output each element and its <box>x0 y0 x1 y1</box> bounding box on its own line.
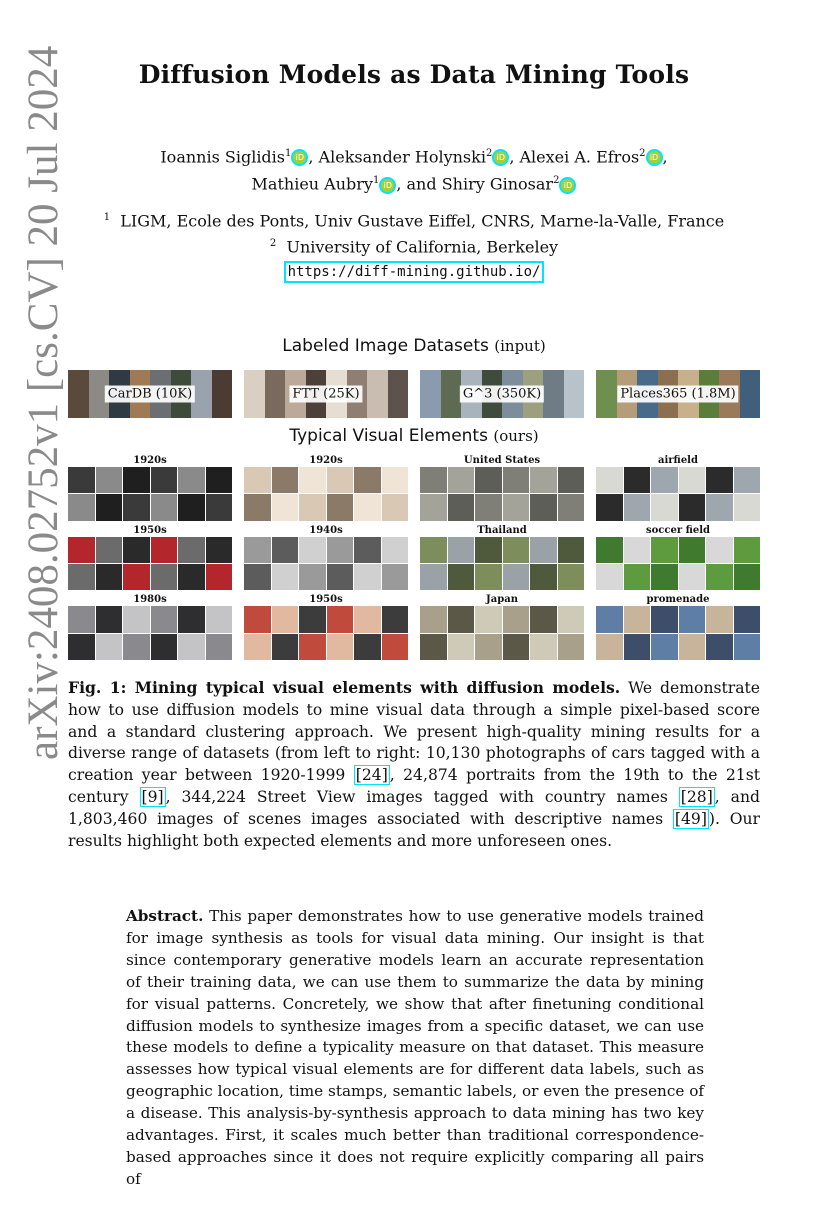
cluster-mosaic <box>596 467 760 521</box>
cluster-image-patch <box>244 564 271 590</box>
dataset-image-tile <box>265 370 286 418</box>
cluster-image-patch <box>624 494 651 520</box>
cluster-image-patch <box>475 467 502 493</box>
cluster-image-patch <box>475 634 502 660</box>
cluster-image-patch <box>178 564 205 590</box>
author-affiliation-mark: 2 <box>485 148 493 159</box>
affiliation-2-number: 2 <box>269 238 277 250</box>
cluster-image-patch <box>206 537 233 563</box>
cluster-image-patch <box>151 537 178 563</box>
dataset-image-tile <box>367 370 388 418</box>
cluster-label: 1950s <box>133 524 167 536</box>
cluster-mosaic <box>244 537 408 591</box>
cluster-image-patch <box>624 537 651 563</box>
cluster-image-patch <box>503 606 530 632</box>
cluster-image-patch <box>272 537 299 563</box>
orcid-icon[interactable]: iD <box>492 149 509 166</box>
visual-element-cluster <box>596 525 760 591</box>
cluster-image-patch <box>734 634 761 660</box>
dataset-thumbnail-strip <box>420 370 584 418</box>
affiliation-1-number: 1 <box>103 212 111 223</box>
cluster-image-patch <box>382 564 409 590</box>
dataset-image-tile <box>68 370 89 418</box>
cluster-image-patch <box>448 467 475 493</box>
cluster-image-patch <box>354 467 381 493</box>
author-affiliation-mark: 1 <box>285 148 292 159</box>
cluster-image-patch <box>558 494 585 520</box>
dataset-image-tile <box>212 370 233 418</box>
cluster-image-patch <box>151 564 178 590</box>
cluster-label: Japan <box>486 594 518 606</box>
cluster-image-patch <box>530 606 557 632</box>
cluster-image-patch <box>354 606 381 632</box>
cluster-image-patch <box>272 494 299 520</box>
cluster-image-patch <box>327 634 354 660</box>
cluster-image-patch <box>596 494 623 520</box>
cluster-image-patch <box>272 634 299 660</box>
cluster-image-patch <box>382 467 409 493</box>
cluster-image-patch <box>151 606 178 632</box>
cluster-image-patch <box>651 537 678 563</box>
cluster-image-patch <box>651 606 678 632</box>
cluster-image-patch <box>123 537 150 563</box>
cluster-image-patch <box>734 494 761 520</box>
cluster-mosaic <box>68 537 232 591</box>
cluster-image-patch <box>206 494 233 520</box>
cluster-image-patch <box>706 606 733 632</box>
cluster-image-patch <box>475 537 502 563</box>
cluster-image-patch <box>123 494 150 520</box>
cluster-image-patch <box>679 494 706 520</box>
orcid-icon[interactable]: iD <box>559 177 576 194</box>
cluster-image-patch <box>448 606 475 632</box>
cluster-label: promenade <box>646 594 710 606</box>
cluster-image-patch <box>558 537 585 563</box>
cluster-image-patch <box>96 467 123 493</box>
cluster-image-patch <box>596 606 623 632</box>
visual-element-cluster <box>68 594 232 660</box>
cluster-image-patch <box>68 537 95 563</box>
cluster-image-patch <box>420 494 447 520</box>
visual-element-cluster <box>420 455 584 521</box>
cluster-image-patch <box>706 634 733 660</box>
author-name: Ioannis Siglidis <box>160 147 285 167</box>
dataset-thumbnail-strip <box>596 370 760 418</box>
cluster-image-patch <box>596 537 623 563</box>
citation-link[interactable]: [49] <box>674 809 707 828</box>
cluster-image-patch <box>68 564 95 590</box>
caption-text-4: , and 1,803,460 images of scenes images associated with descriptive names <box>68 787 760 828</box>
affiliation-2-text: University of California, Berkeley <box>286 237 559 257</box>
cluster-label: 1940s <box>309 524 343 536</box>
author-separator: , <box>509 147 520 167</box>
cluster-image-patch <box>475 606 502 632</box>
cluster-image-patch <box>448 537 475 563</box>
cluster-image-patch <box>68 494 95 520</box>
cluster-image-patch <box>382 634 409 660</box>
caption-text-3: , 344,224 Street View images tagged with country names <box>165 787 679 806</box>
cluster-image-patch <box>530 564 557 590</box>
cluster-image-patch <box>354 634 381 660</box>
dataset-image-tile <box>388 370 409 418</box>
abstract-label: Abstract. <box>126 907 204 925</box>
cluster-image-patch <box>734 564 761 590</box>
cluster-image-patch <box>530 537 557 563</box>
cluster-mosaic <box>420 606 584 660</box>
author-name: Mathieu Aubry <box>251 174 373 194</box>
cluster-image-patch <box>530 494 557 520</box>
cluster-mosaic <box>420 467 584 521</box>
cluster-image-patch <box>679 467 706 493</box>
cluster-image-patch <box>96 494 123 520</box>
cluster-image-patch <box>96 606 123 632</box>
cluster-image-patch <box>299 634 326 660</box>
cluster-image-patch <box>151 634 178 660</box>
cluster-image-patch <box>679 564 706 590</box>
visual-element-cluster <box>596 455 760 521</box>
figure-heading-input-title: Labeled Image Datasets <box>282 336 489 356</box>
cluster-image-patch <box>123 467 150 493</box>
cluster-mosaic <box>420 537 584 591</box>
cluster-image-patch <box>706 467 733 493</box>
cluster-image-patch <box>327 467 354 493</box>
cluster-image-patch <box>354 494 381 520</box>
cluster-image-patch <box>706 537 733 563</box>
cluster-image-patch <box>244 467 271 493</box>
cluster-image-patch <box>178 537 205 563</box>
cluster-image-patch <box>68 634 95 660</box>
citation-link[interactable]: [24] <box>355 766 388 785</box>
cluster-image-patch <box>420 564 447 590</box>
cluster-image-patch <box>734 467 761 493</box>
cluster-image-patch <box>596 634 623 660</box>
cluster-mosaic <box>244 467 408 521</box>
orcid-icon[interactable]: iD <box>646 149 663 166</box>
cluster-label: soccer field <box>645 524 710 536</box>
orcid-icon[interactable]: iD <box>379 177 396 194</box>
author-list <box>100 142 728 197</box>
dataset-image-tile <box>543 370 564 418</box>
visual-element-cluster <box>244 525 408 591</box>
citation-link[interactable]: [9] <box>141 787 164 806</box>
author-affiliation-mark: 2 <box>553 175 560 187</box>
cluster-image-patch <box>354 564 381 590</box>
dataset-image-tile <box>441 370 462 418</box>
author-name: Shiry Ginosar <box>441 174 554 194</box>
figure-heading-output <box>0 426 828 446</box>
cluster-image-patch <box>327 537 354 563</box>
cluster-image-patch <box>327 564 354 590</box>
cluster-image-patch <box>96 537 123 563</box>
cluster-label: 1950s <box>309 594 343 606</box>
dataset-image-tile <box>740 370 761 418</box>
cluster-label: airfield <box>658 455 698 466</box>
cluster-image-patch <box>624 564 651 590</box>
cluster-image-patch <box>206 634 233 660</box>
cluster-image-patch <box>503 537 530 563</box>
cluster-image-patch <box>178 467 205 493</box>
cluster-image-patch <box>448 564 475 590</box>
figure-caption <box>68 677 760 852</box>
abstract <box>126 906 704 1191</box>
cluster-image-patch <box>68 467 95 493</box>
cluster-image-patch <box>68 606 95 632</box>
cluster-image-patch <box>123 564 150 590</box>
cluster-image-patch <box>651 494 678 520</box>
cluster-image-patch <box>558 634 585 660</box>
cluster-image-patch <box>420 606 447 632</box>
cluster-image-patch <box>151 494 178 520</box>
orcid-icon[interactable]: iD <box>291 149 308 166</box>
dataset-strip <box>68 370 760 418</box>
author-line-2 <box>100 169 728 196</box>
author-separator: , <box>308 147 319 167</box>
cluster-mosaic <box>244 606 408 660</box>
cluster-label: United States <box>463 455 541 466</box>
cluster-mosaic <box>68 467 232 521</box>
arxiv-sidebar-stamp: arXiv:2408.02752v1 [cs.CV] 20 Jul 2024 <box>20 45 67 760</box>
cluster-image-patch <box>503 564 530 590</box>
dataset-image-tile <box>564 370 585 418</box>
author-line-1: Ioannis Siglidis$^1$ iD , Aleksander Holynski$^2$ iD , Alexei A. Efros$^2$ iD , <box>160 147 668 167</box>
cluster-image-patch <box>123 634 150 660</box>
cluster-image-patch <box>475 494 502 520</box>
dataset-label: Places365 (1.8M) <box>617 386 738 403</box>
cluster-image-patch <box>420 467 447 493</box>
affiliations <box>60 206 768 283</box>
author-name: Alexei A. Efros <box>519 147 640 167</box>
cluster-image-patch <box>327 606 354 632</box>
cluster-image-patch <box>596 564 623 590</box>
cluster-image-patch <box>178 606 205 632</box>
cluster-image-patch <box>651 564 678 590</box>
cluster-image-patch <box>206 606 233 632</box>
cluster-image-patch <box>299 494 326 520</box>
cluster-image-patch <box>244 494 271 520</box>
cluster-image-patch <box>503 494 530 520</box>
cluster-image-patch <box>624 634 651 660</box>
affiliation-1 <box>60 206 768 232</box>
paper-title: Diffusion Models as Data Mining Tools <box>138 60 690 89</box>
figure-heading-input <box>0 336 828 356</box>
cluster-image-patch <box>558 606 585 632</box>
abstract-text: This paper demonstrates how to use generative models trained for image synthesis as tools for visual data mining. Our insight is that since contemporary generative models learn an accurate representation of their training data, we can use them to summarize the data by mining for visual patterns. Concretely, we show that after finetuning conditional diffusion models to synthesize images from a specific dataset, we can use these models to define a typicality measure on that dataset. This measure assesses how typical visual elements are for different data labels, such as geographic location, time stamps, semantic labels, or even the presence of a disease. This analysis-by-synthesis approach to data mining has two key advantages. First, it scales much better than traditional correspondence-based approaches since it does not require explicitly comparing all pairs of <box>126 907 704 1188</box>
cluster-image-patch <box>178 494 205 520</box>
author-name: Aleksander Holynski <box>318 147 486 167</box>
cluster-image-patch <box>272 467 299 493</box>
figure-heading-output-sub: (ours) <box>493 427 539 445</box>
dataset-image-tile <box>420 370 441 418</box>
caption-text-1: We demonstrate how to use diffusion models to mine visual data through a simple pixel-based score and a standard clustering approach. We present high-quality mining results for a diverse range of datasets (from left to right: 10,130 photographs of cars tagged with a creation year between 1920-1999 <box>68 679 761 785</box>
cluster-image-patch <box>558 564 585 590</box>
dataset-thumbnail-strip <box>68 370 232 418</box>
visual-element-cluster <box>244 455 408 521</box>
cluster-image-patch <box>299 606 326 632</box>
cluster-image-patch <box>382 537 409 563</box>
cluster-image-patch <box>272 606 299 632</box>
cluster-image-patch <box>530 467 557 493</box>
figure-heading-input-sub: (input) <box>494 337 546 355</box>
cluster-image-patch <box>327 494 354 520</box>
cluster-image-patch <box>530 634 557 660</box>
dataset-image-tile <box>596 370 617 418</box>
cluster-image-patch <box>503 634 530 660</box>
cluster-image-patch <box>558 467 585 493</box>
cluster-mosaic <box>68 606 232 660</box>
dataset-image-tile <box>244 370 265 418</box>
visual-element-cluster <box>68 455 232 521</box>
cluster-label: 1980s <box>133 594 167 606</box>
dataset-label: G^3 (350K) <box>460 386 544 403</box>
author-affiliation-mark: 2 <box>639 148 646 159</box>
dataset-label: FTT (25K) <box>289 386 362 403</box>
cluster-image-patch <box>679 634 706 660</box>
cluster-image-patch <box>272 564 299 590</box>
figure-caption-label: Fig. 1: Mining typical visual elements with diffusion models. <box>68 678 621 697</box>
cluster-image-patch <box>679 537 706 563</box>
cluster-label: 1920s <box>133 455 167 466</box>
cluster-image-patch <box>244 606 271 632</box>
cluster-image-patch <box>596 467 623 493</box>
cluster-image-patch <box>244 634 271 660</box>
dataset-thumbnail-strip <box>244 370 408 418</box>
cluster-label: Thailand <box>477 524 527 536</box>
cluster-image-patch <box>448 494 475 520</box>
cluster-image-patch <box>178 634 205 660</box>
cluster-image-patch <box>706 564 733 590</box>
cluster-image-patch <box>734 606 761 632</box>
cluster-image-patch <box>734 537 761 563</box>
cluster-image-patch <box>624 606 651 632</box>
cluster-image-patch <box>475 564 502 590</box>
cluster-image-patch <box>299 564 326 590</box>
dataset-label: CarDB (10K) <box>105 386 195 403</box>
cluster-image-patch <box>448 634 475 660</box>
visual-element-cluster <box>420 525 584 591</box>
cluster-mosaic <box>596 537 760 591</box>
caption-text-2: , 24,874 portraits from the 19th to the 21st century <box>68 766 760 806</box>
affiliation-2 <box>60 232 768 258</box>
visual-element-cluster <box>596 594 760 660</box>
cluster-image-patch <box>96 634 123 660</box>
cluster-label: 1920s <box>309 455 343 466</box>
cluster-image-patch <box>151 467 178 493</box>
cluster-image-patch <box>206 467 233 493</box>
cluster-image-patch <box>420 634 447 660</box>
caption-text-5: ). Our results highlight both expected elements and more unforeseen ones. <box>68 809 760 850</box>
cluster-image-patch <box>706 494 733 520</box>
author-affiliation-mark: 1 <box>372 175 380 187</box>
cluster-image-patch <box>651 467 678 493</box>
cluster-image-patch <box>382 494 409 520</box>
cluster-image-patch <box>299 537 326 563</box>
cluster-mosaic <box>596 606 760 660</box>
author-separator: , and <box>396 174 442 194</box>
figure-heading-output-title: Typical Visual Elements <box>289 426 488 446</box>
cluster-image-patch <box>244 537 271 563</box>
cluster-image-patch <box>206 564 233 590</box>
visual-element-cluster <box>68 525 232 591</box>
cluster-image-patch <box>651 634 678 660</box>
cluster-image-patch <box>420 537 447 563</box>
visual-element-cluster <box>244 594 408 660</box>
cluster-image-patch <box>96 564 123 590</box>
cluster-image-patch <box>123 606 150 632</box>
affiliation-1-text: LIGM, Ecole des Ponts, Univ Gustave Eiffel, CNRS, Marne-la-Valle, France <box>120 211 725 231</box>
cluster-image-patch <box>624 467 651 493</box>
cluster-image-patch <box>354 537 381 563</box>
visual-elements-grid <box>68 455 760 660</box>
project-url-link[interactable]: https://diff-mining.github.io/ <box>284 261 545 283</box>
cluster-image-patch <box>299 467 326 493</box>
cluster-image-patch <box>382 606 409 632</box>
cluster-image-patch <box>503 467 530 493</box>
visual-element-cluster <box>420 594 584 660</box>
cluster-image-patch <box>679 606 706 632</box>
citation-link[interactable]: [28] <box>680 787 713 806</box>
